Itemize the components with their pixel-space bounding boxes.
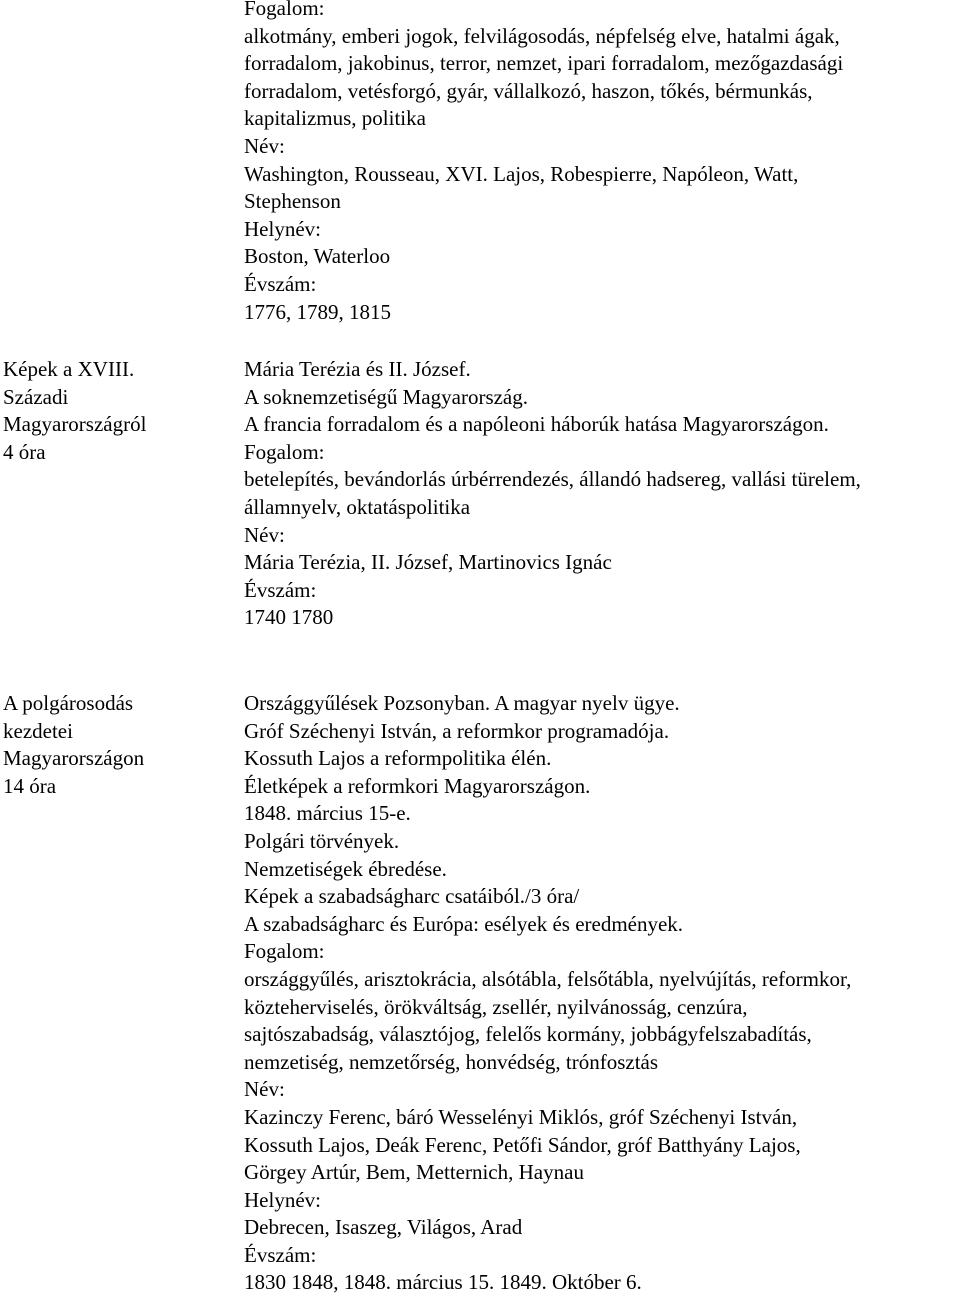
content-line: kapitalizmus, politika (244, 106, 426, 131)
content-line: A soknemzetiségű Magyarország. (244, 384, 529, 409)
section3-topic-heading (3, 690, 203, 800)
content-line: forradalom, jakobinus, terror, nemzet, ipari forradalom, mezőgazdasági (244, 51, 844, 76)
content-line: 1776, 1789, 1815 (244, 299, 391, 324)
content-line: Boston, Waterloo (244, 244, 391, 269)
section2-topic-heading (3, 356, 203, 466)
content-line: államnyelv, oktatáspolitika (244, 494, 471, 519)
content-line: betelepítés, bevándorlás úrbérrendezés, állandó hadsereg, vallási türelem, (244, 467, 861, 492)
topic-heading-line: 14 óra (3, 773, 57, 798)
content-line: alkotmány, emberi jogok, felvilágosodás, népfelség elve, hatalmi ágak, (244, 23, 840, 48)
content-line: forradalom, vetésforgó, gyár, vállalkozó, haszon, tőkés, bérmunkás, (244, 78, 813, 103)
field-label: Fogalom: (244, 439, 325, 464)
content-line: Görgey Artúr, Bem, Metternich, Haynau (244, 1160, 584, 1185)
field-label: Név: (244, 133, 285, 158)
content-line: Kossuth Lajos, Deák Ferenc, Petőfi Sándor, gróf Batthyány Lajos, (244, 1132, 801, 1157)
content-line: 1848. március 15-e. (244, 801, 411, 826)
field-label: Helynév: (244, 216, 321, 241)
section3-content (244, 690, 956, 1297)
content-line: Kazinczy Ferenc, báró Wesselényi Miklós, gróf Széchenyi István, (244, 1104, 798, 1129)
field-label: Helynév: (244, 1187, 321, 1212)
content-line: sajtószabadság, választójog, felelős kormány, jobbágyfelszabadítás, (244, 1022, 812, 1047)
content-line: Nemzetiségek ébredése. (244, 856, 447, 881)
section2-content (244, 356, 956, 632)
content-line: A szabadságharc és Európa: esélyek és eredmények. (244, 911, 684, 936)
content-line: Gróf Széchenyi István, a reformkor programadója. (244, 718, 670, 743)
content-line: Mária Terézia és II. József. (244, 357, 471, 381)
field-label: Fogalom: (244, 0, 325, 20)
content-line: A francia forradalom és a napóleoni háborúk hatása Magyarországon. (244, 412, 829, 437)
content-line: Polgári törvények. (244, 828, 400, 853)
field-label: Fogalom: (244, 939, 325, 964)
topic-heading-line: kezdetei (3, 718, 73, 743)
content-line: Mária Terézia, II. József, Martinovics Ignác (244, 550, 612, 575)
field-label: Évszám: (244, 577, 317, 602)
topic-heading-line: Képek a XVIII. (3, 357, 135, 381)
content-line: országgyűlés, arisztokrácia, alsótábla, felsőtábla, nyelvújítás, reformkor, (244, 966, 852, 991)
content-line: Stephenson (244, 189, 341, 214)
content-line: Debrecen, Isaszeg, Világos, Arad (244, 1215, 523, 1240)
field-label: Név: (244, 1077, 285, 1102)
field-label: Név: (244, 522, 285, 547)
content-line: Kossuth Lajos a reformpolitika élén. (244, 746, 552, 771)
topic-heading-line: Magyarországon (3, 746, 145, 771)
topic-heading-line: Századi (3, 384, 69, 409)
field-label: Évszám: (244, 271, 317, 296)
content-line: nemzetiség, nemzetőrség, honvédség, trónfosztás (244, 1049, 659, 1074)
content-line: Országgyűlések Pozsonyban. A magyar nyelv ügye. (244, 691, 680, 715)
content-line: közteherviselés, örökváltság, zsellér, nyilvánosság, cenzúra, (244, 994, 748, 1019)
content-line: Washington, Rousseau, XVI. Lajos, Robespierre, Napóleon, Watt, (244, 161, 799, 186)
field-label: Évszám: (244, 1242, 317, 1267)
content-line: 1830 1848, 1848. március 15. 1849. Október 6. (244, 1270, 642, 1295)
content-line: Képek a szabadságharc csatáiból./3 óra/ (244, 884, 580, 909)
content-line: 1740 1780 (244, 605, 334, 630)
topic-heading-line: A polgárosodás (3, 691, 134, 715)
content-line: Életképek a reformkori Magyarországon. (244, 773, 591, 798)
section1-content (244, 0, 956, 326)
topic-heading-line: Magyarországról (3, 412, 147, 437)
topic-heading-line: 4 óra (3, 439, 46, 464)
